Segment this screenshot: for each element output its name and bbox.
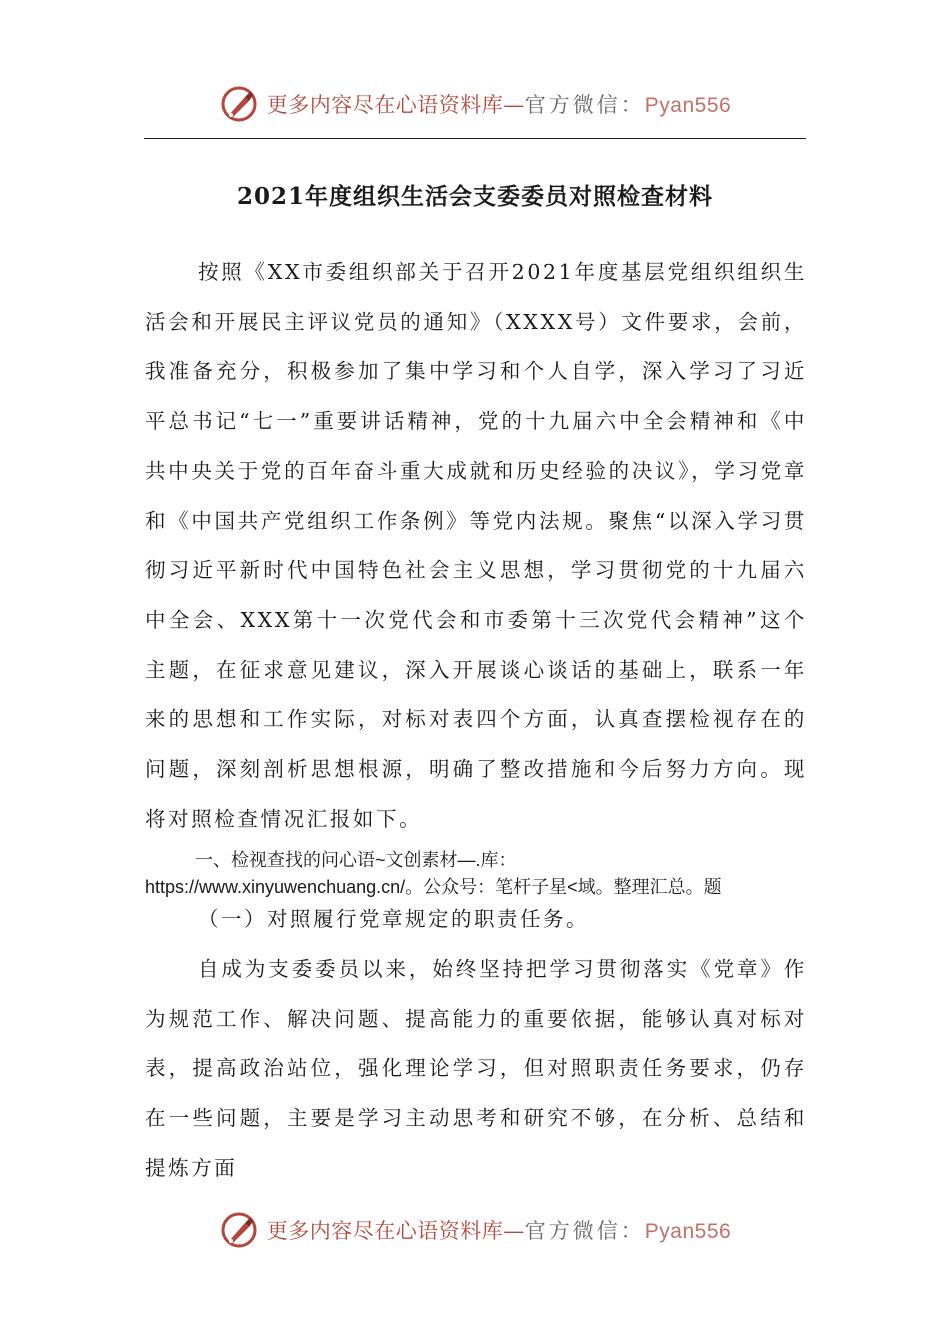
banner-wechat-id: Pyan556 <box>644 94 732 117</box>
header-divider <box>144 138 806 139</box>
pen-logo-icon <box>219 1210 259 1250</box>
banner-wechat-id: Pyan556 <box>644 1220 732 1243</box>
document-title: 2021年度组织生活会支委委员对照检查材料 <box>236 183 713 210</box>
paragraph-section-body: 自成为支委委员以来，始终坚持把学习贯彻落实《党章》作为规范工作、解决问题、提高能力的重要依据，能够认真对标对表，提高政治站位，强化理论学习，但对照职责任务要求，仍存在一些问题，主要是学习主动思考和研究不够，在分析、总结和提炼方面 <box>145 957 807 1180</box>
section-subheading: （一）对照履行党章规定的职责任务。 <box>198 907 589 931</box>
banner-dash: — <box>503 93 525 117</box>
pen-logo-icon <box>219 84 259 124</box>
banner-text <box>267 1215 731 1245</box>
banner-sub-text: 官方微信： <box>524 93 645 117</box>
banner-dash: — <box>503 1219 525 1243</box>
paragraph-intro: 按照《XX市委组织部关于召开2021年度基层党组织组织生活会和开展民主评议党员的通知》（XXXX号）文件要求，会前，我准备充分，积极参加了集中学习和个人自学，深入学习了习近平总书记“七一”重要讲话精神，党的十九届六中全会精神和《中共中央关于党的百年奋斗重大成就和历史经验的决议》，学习党章和《中国共产党组织工作条例》等党内法规。聚焦“以深入学习贯彻习近平新时代中国特色社会主义思想，学习贯彻党的十九届六中全会、XXX第十一次党代会和市委第十三次党代会精神”这个主题，在征求意见建议，深入开展谈心谈话的基础上，联系一年来的思想和工作实际，对标对表四个方面，认真查摆检视存在的问题，深刻剖析思想根源，明确了整改措施和今后努力方向。现将对照检查情况汇报如下。 <box>145 260 807 831</box>
header-banner <box>0 82 950 126</box>
banner-main-text: 更多内容尽在心语资料库 <box>266 1219 504 1243</box>
footer-banner <box>0 1208 950 1252</box>
section-heading-note: 一、检视查找的问心语~文创素材—.库：https://www.xinyuwenchuang.cn/。公众号：笔杆子星<域。整理汇总。题 <box>145 850 722 897</box>
banner-sub-text: 官方微信： <box>524 1219 645 1243</box>
banner-text <box>267 89 731 119</box>
banner-main-text: 更多内容尽在心语资料库 <box>266 93 504 117</box>
